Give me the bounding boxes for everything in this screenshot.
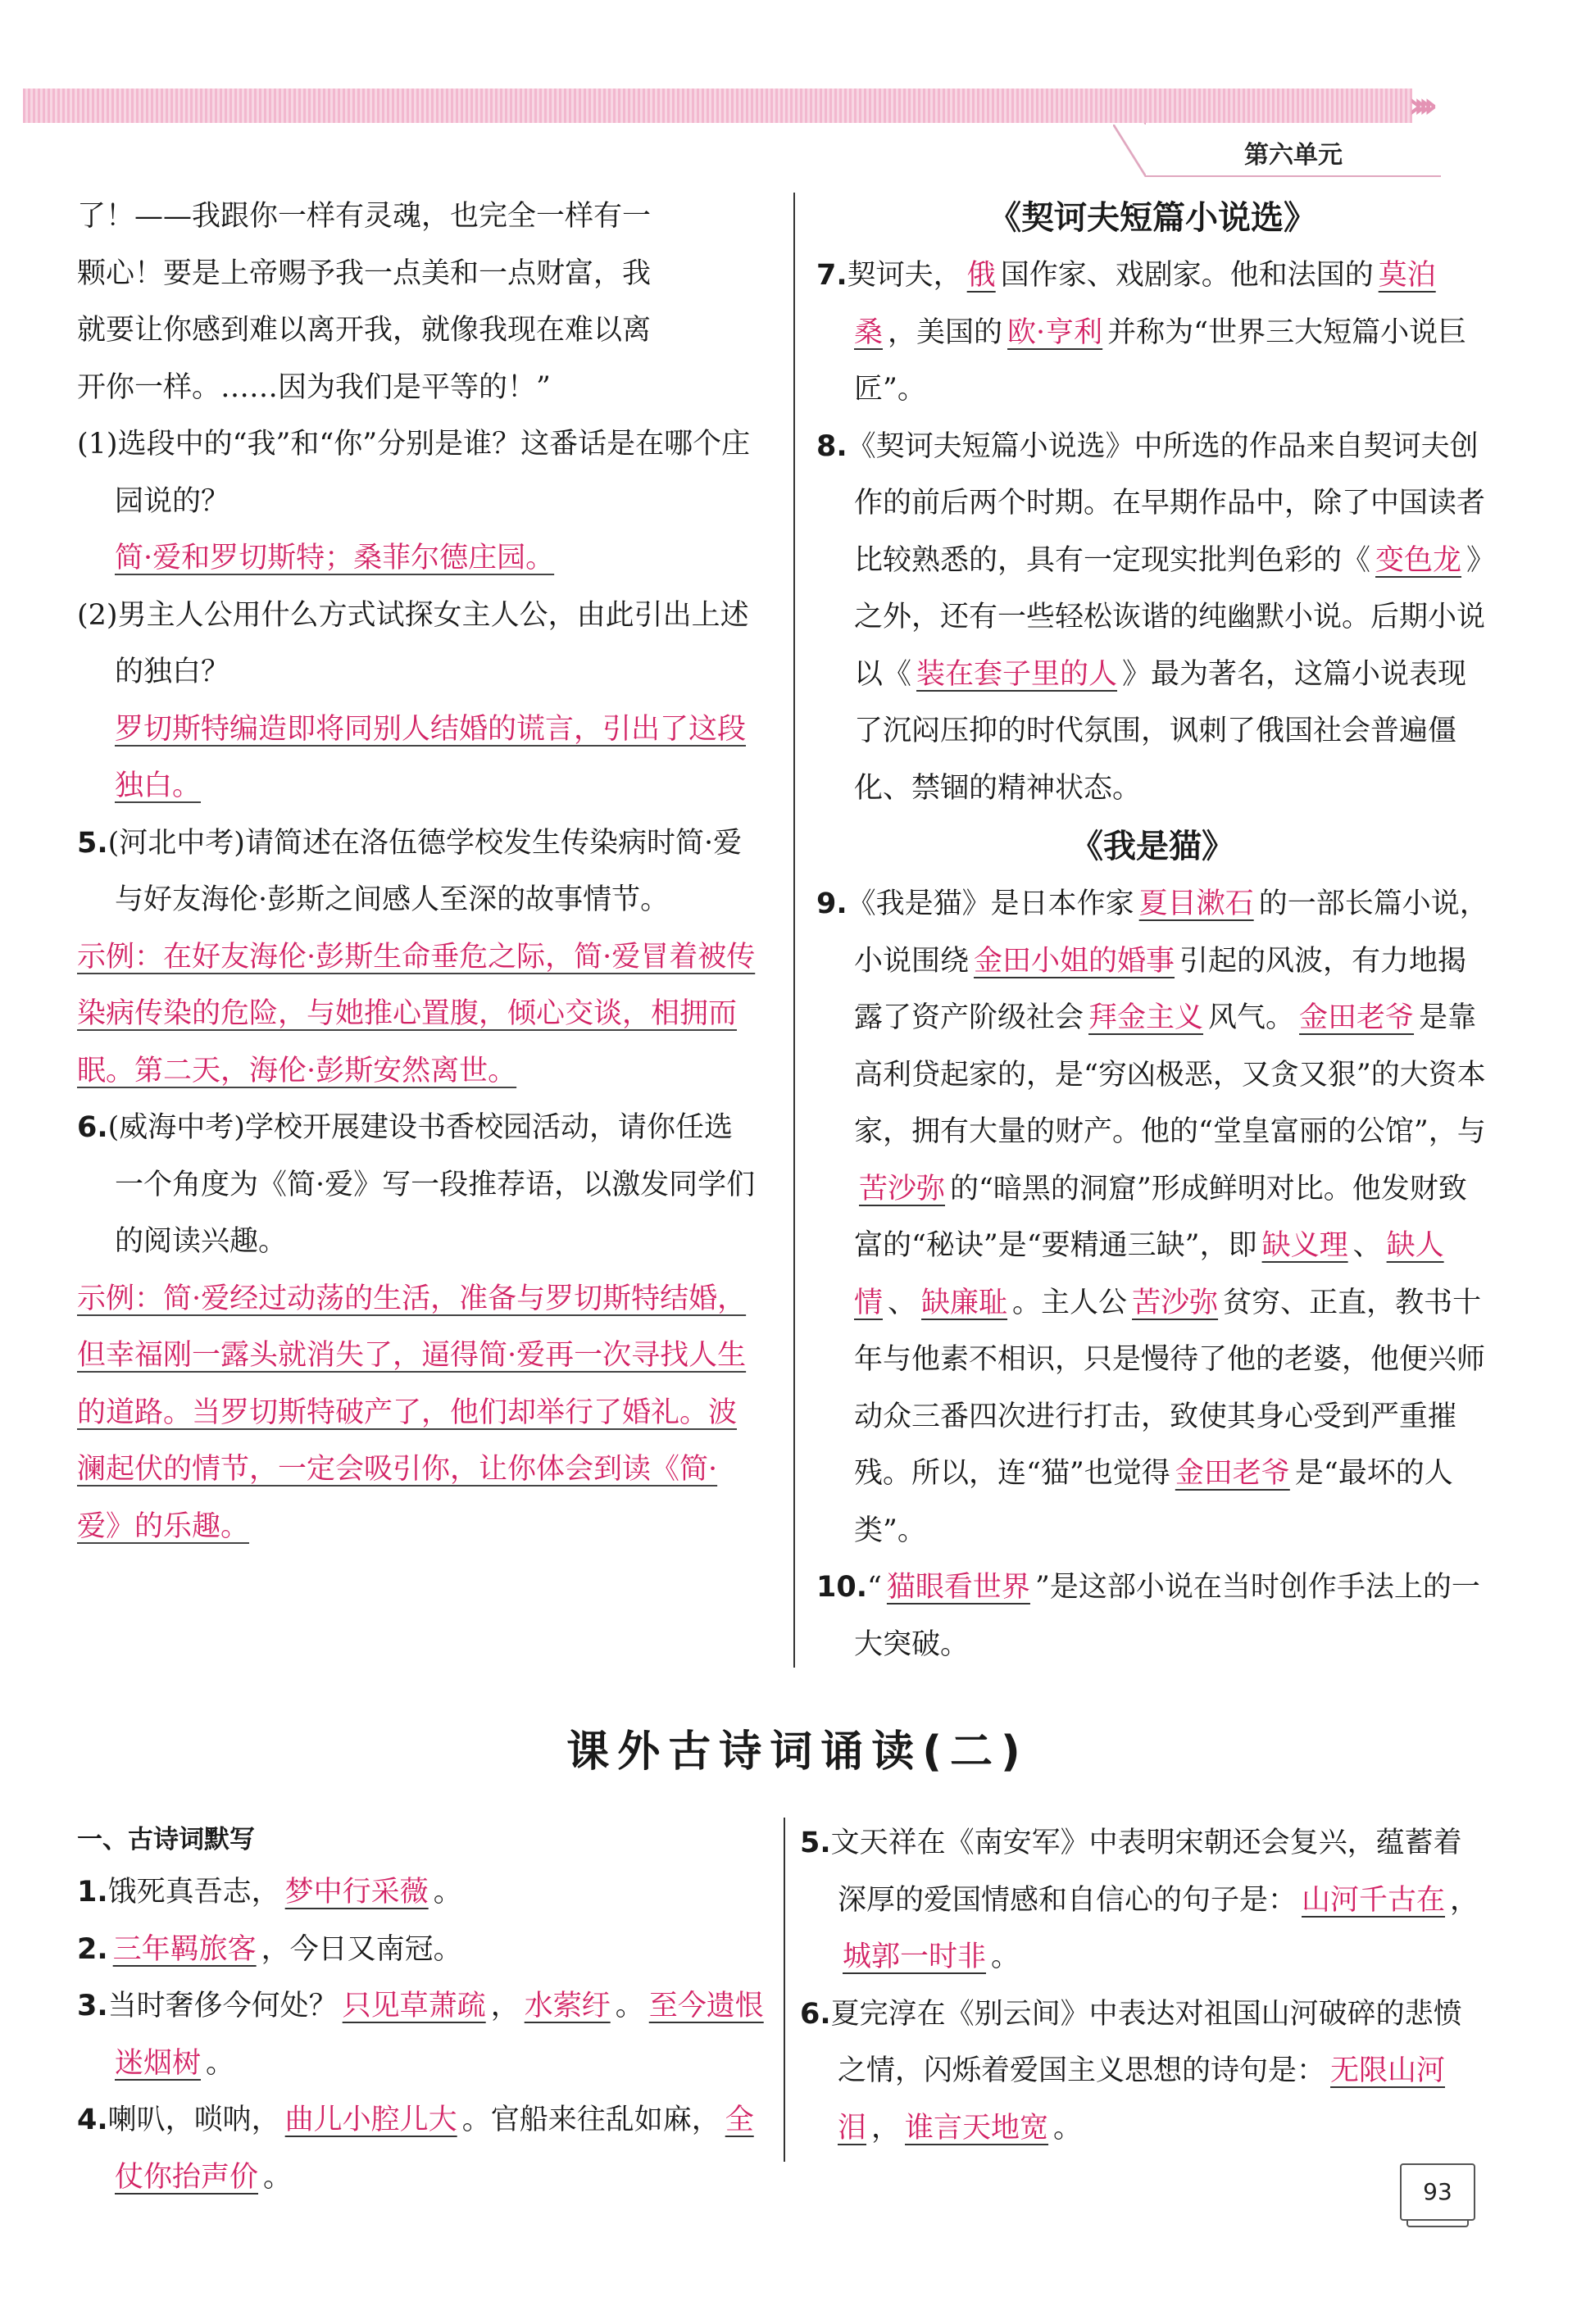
question-text: ，今日又南冠。 [261,1932,462,1966]
answer-text: 示例：简·爱经过动荡的生活，准备与罗切斯特结婚，但幸福刚一露头就消失了，逼得简·爱再一次寻找人生的道路。当罗切斯特破产了，他们却举行了婚礼。波澜起伏的情节，一定会吸引你，让你体会到读《简·爱》的乐趣。 [77,1282,747,1543]
answer-blank: 金田老爷 [1299,1001,1415,1034]
column-divider [793,193,795,1668]
poem-question-6 [800,1986,1488,2158]
question-text: ，美国的 [888,315,1003,349]
unit-tab [1146,123,1441,177]
question-text: 国作家、戏剧家。他和法国的 [1000,259,1374,292]
question-number: 3. [77,1990,108,2022]
question-text: ， [871,2111,901,2145]
question-text: 饿死真吾志， [107,1876,280,1909]
sub-question-label: (1) [77,428,118,461]
answer-text: 简·爱和罗切斯特；桑菲尔德庄园。 [115,542,555,574]
question-text: 》最为著名，这篇小说表现了沉闷压抑的时代氛围，讽刺了俄国社会普遍僵化、禁锢的精神状态。 [854,657,1467,805]
column-divider [784,1818,785,2162]
question-number: 1. [77,1876,108,1909]
question-number: 9. [816,887,847,920]
question-text: 夏完淳在《别云间》中表达对祖国山河破碎的悲愤之情，闪烁着爱国主义思想的诗句是： [830,1997,1462,2087]
answer-blank: 变色龙 [1375,543,1462,577]
chevron-icon: ›››› [1408,84,1429,126]
question-text: 。 [615,1990,644,2022]
quote-line: 开你一样。……因为我们是平等的！” [77,370,551,404]
unit-label: 第六单元 [1244,141,1343,170]
answer-blank: 苦沙弥 [1132,1286,1219,1319]
question-5 [77,815,757,929]
question-text: 文天祥在《南安军》中表明宋朝还会复兴，蕴蓄着深厚的爱国情感和自信心的句子是： [830,1827,1462,1917]
left-column [77,188,757,1555]
question-text: “ [867,1571,882,1604]
quote-line: 了！——我跟你一样有灵魂，也完全一样有一 [77,200,652,233]
question-text: 的一部长篇小说，小说围绕 [854,887,1488,978]
poetry-left-column [77,1815,766,2206]
question-text: 请简述在洛伍德学校发生传染病时简·爱与好友海伦·彭斯之间感人至深的故事情节。 [115,826,743,916]
answer-blank: 梦中行采薇 [284,1876,429,1909]
answer-blank: 金田小姐的婚事 [974,944,1175,978]
poem-question-3 [77,1978,766,2092]
poem-question-1 [77,1864,766,1922]
question-number: 2. [77,1932,108,1966]
question-number: 5. [77,826,108,860]
answer-blank: 曲儿小腔儿大 [284,2104,457,2136]
answer-blank: 缺义理 [1261,1229,1348,1262]
question-text: 。 [991,1940,1020,1973]
answer-blank: 无限山河泪 [838,2054,1446,2145]
question-number: 5. [800,1827,831,1859]
sub-question-text: 男主人公用什么方式试探女主人公，由此引出上述的独白？ [115,598,749,688]
poem-question-5 [800,1815,1488,1986]
right-column [816,188,1488,1673]
question-text: 当时奢侈今何处？ [107,1990,338,2022]
answer-blank: 只见草萧疏 [342,1990,486,2022]
answer-blank: 谁言天地宽 [905,2111,1049,2145]
question-text: 引起的风波，有力地揭露了资产阶级社会 [854,944,1467,1034]
header-band [23,89,1412,123]
question-text: 。官船来往乱如麻， [461,2104,720,2136]
answer-blank: 俄 [966,259,996,292]
answer [77,530,757,588]
question-text: 。主人公 [1012,1286,1128,1319]
question-text: 学校开展建设书香校园活动，请你任选一个角度为《简·爱》写一段推荐语，以激发同学们的阅读兴趣。 [115,1111,756,1258]
question-text: 契诃夫， [847,259,962,292]
answer-blank: 苦沙弥 [859,1172,946,1205]
answer-text: 罗切斯特编造即将同别人结婚的谎言，引出了这段独白。 [115,712,747,802]
answer-blank: 至今遗恨迷烟树 [115,1990,764,2080]
poetry-right-column [800,1815,1488,2157]
question-text: 、 [1352,1229,1382,1262]
question-source: (威海中考) [107,1111,245,1144]
question-text: ， [1450,1883,1479,1917]
question-number: 4. [77,2104,108,2136]
question-text: 《契诃夫短篇小说选》中所选的作品来自契诃夫创作的前后两个时期。在早期作品中，除了中国读者比较熟悉的，具有一定现实批判色彩的《 [847,429,1486,577]
answer-blank: 水萦纡 [524,1990,611,2022]
question-text: 贫穷、正直，教书十年与他素不相识，只是慢待了他的老婆，他便兴师动众三番四次进行打击，致使其身心受到严重摧残。所以，连“猫”也觉得 [854,1286,1486,1490]
answer-blank: 金田老爷 [1175,1457,1290,1490]
question-text: 《我是猫》是日本作家 [847,887,1134,920]
question-text: 、 [888,1286,917,1319]
question-text: 》之外，还有一些轻松诙谐的纯幽默小说。后期小说以《 [854,543,1486,691]
answer-blank: 夏目漱石 [1138,887,1254,920]
quote-line: 颗心！要是上帝赐予我一点美和一点财富，我 [77,256,652,290]
question-number: 6. [77,1111,108,1144]
sub-question-text: 选段中的“我”和“你”分别是谁？这番话是在哪个庄园说的？ [115,428,751,518]
question-number: 6. [800,1997,831,2031]
question-8 [816,419,1488,818]
question-number: 10. [816,1571,868,1604]
quote-line: 就要让你感到难以离开我，就像我现在难以离 [77,314,652,347]
question-text: 。 [433,1876,462,1909]
answer-blank: 缺人情 [854,1229,1444,1319]
question-text: 并称为“世界三大短篇小说巨匠”。 [854,315,1467,406]
answer-blank: 欧·亨利 [1007,315,1103,349]
question-text: 。 [206,2046,235,2080]
answer-blank: 城郭一时非 [843,1940,987,1973]
answer [77,701,757,815]
answer-blank: 全仗你抬声价 [115,2104,754,2194]
question-6 [77,1100,757,1271]
question-text: 是靠高利贷起家的，是“穷凶极恶，又贪又狠”的大资本家，拥有大量的财产。他的“堂皇富丽的公馆”，与 [854,1001,1486,1148]
answer-blank: 莫泊桑 [854,259,1436,349]
book-title: 《契诃夫短篇小说选》 [988,199,1316,237]
question-text: 风气。 [1208,1001,1295,1034]
question-text: 是“最坏的人类”。 [854,1457,1453,1547]
question-source: (河北中考) [107,826,245,860]
question-10 [816,1559,1488,1673]
sub-question-label: (2) [77,598,118,632]
answer-blank: 缺廉耻 [921,1286,1008,1319]
question-text: 。 [1053,2111,1083,2145]
question-number: 7. [816,259,847,292]
question-7 [816,247,1488,419]
question-9 [816,876,1488,1559]
question-text: 。 [263,2160,293,2194]
answer-blank: 拜金主义 [1088,1001,1204,1034]
answer-text: 示例：在好友海伦·彭斯生命垂危之际，简·爱冒着被传染病传染的危险，与她推心置腹，倾心交谈，相拥而眠。第二天，海伦·彭斯安然离世。 [77,940,756,1087]
answer-blank: 猫眼看世界 [886,1571,1030,1604]
question-text: 的“暗黑的洞窟”形成鲜明对比。他发财致富的“秘诀”是“要精通三缺”，即 [854,1172,1467,1262]
answer-blank: 山河千古在 [1302,1883,1446,1917]
answer [77,929,757,1101]
answer [77,1271,757,1556]
question-text: 喇叭，唢呐， [107,2104,280,2136]
question-number: 8. [816,429,847,463]
page-number: 93 [1400,2163,1475,2221]
book-title: 《我是猫》 [1070,828,1234,865]
poem-question-4 [77,2092,766,2206]
question-text: ”是这部小说在当时创作手法上的一大突破。 [854,1571,1480,1661]
section-title: 课外古诗词诵读(二) [566,1727,1029,1777]
poem-question-2 [77,1922,766,1979]
sub-question-2 [77,588,757,701]
question-text: ， [490,1990,520,2022]
answer-blank: 三年羁旅客 [112,1932,257,1966]
sub-question-1 [77,416,757,530]
answer-blank: 装在套子里的人 [916,657,1118,691]
section-subheading: 一、古诗词默写 [77,1825,255,1854]
